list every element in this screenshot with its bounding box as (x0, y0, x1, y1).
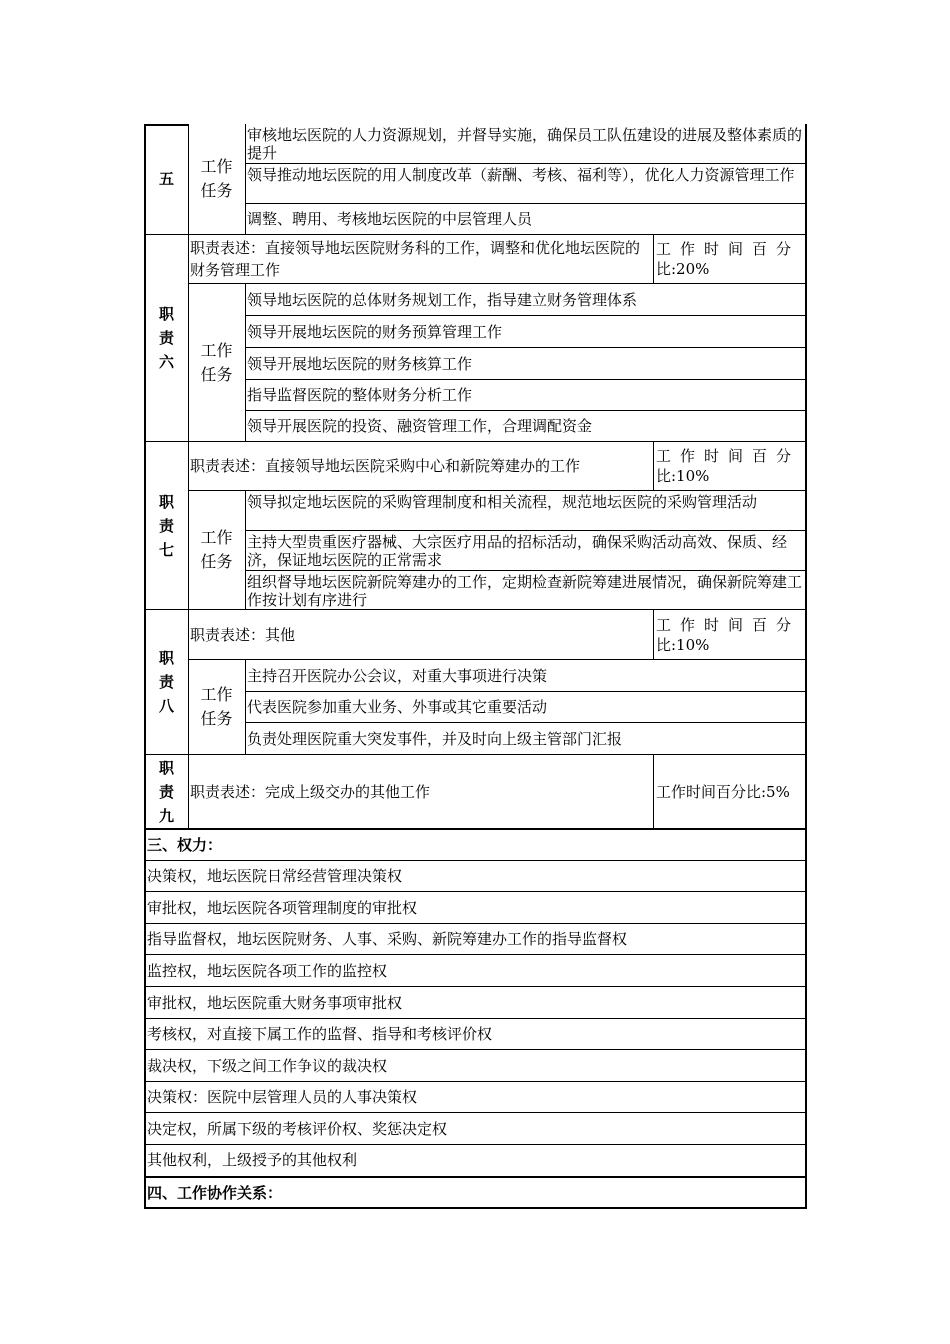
d9-bottom (144, 828, 807, 830)
border-left (144, 124, 146, 1209)
powers-head-bottom (144, 860, 807, 861)
power-item-9 (145, 1113, 806, 1144)
duty8-task-2-text: 代表医院参加重大业务、外事或其它重要活动 (247, 698, 548, 716)
duty5-label (145, 124, 188, 234)
duty7-task-label (188, 491, 245, 609)
d5-row-1 (245, 163, 806, 164)
task-divider-6 (245, 284, 246, 441)
power-row-3 (144, 954, 807, 955)
duty7-task-3 (245, 571, 806, 609)
duty6-task-5 (245, 411, 806, 441)
duty6-pct-line2: 比:20% (656, 260, 710, 278)
power-row-7 (144, 1081, 807, 1082)
duty8-label (145, 610, 188, 754)
duty5-task-3 (245, 204, 806, 234)
power-item-6 (145, 1019, 806, 1049)
d5-row-2 (245, 203, 806, 204)
duty8-task-label-text: 工作 任务 (200, 685, 233, 728)
duty7-task-2-text: 主持大型贵重医疗器械、大宗医疗用品的招标活动，确保采购活动高效、保质、经济，保证地坛医院的正常需求 (247, 533, 788, 569)
power-item-4 (145, 955, 806, 986)
duty9-statement (188, 755, 653, 828)
duty7-statement-text: 职责表述：直接领导地坛医院采购中心和新院筹建办的工作 (190, 457, 581, 475)
duty8-task-3 (245, 723, 806, 754)
top-border-5 (144, 124, 189, 126)
duty5-task-label (188, 124, 245, 234)
relations-heading-text: 四、工作协作关系： (147, 1184, 283, 1202)
power-item-5-text: 审批权，地坛医院重大财务事项审批权 (147, 993, 403, 1012)
duty7-task-1-text: 领导拟定地坛医院的采购管理制度和相关流程，规范地坛医院的采购管理活动 (247, 493, 758, 511)
duty5-task-1 (245, 124, 806, 163)
powers-bottom (144, 1176, 807, 1178)
pct-divider-8 (653, 610, 654, 659)
duty7-label (145, 442, 188, 609)
d6-row-2 (245, 347, 806, 348)
power-row-5 (144, 1018, 807, 1019)
duty6-statement (188, 235, 653, 283)
duty8-task-1-text: 主持召开医院办公会议，对重大事项进行决策 (247, 666, 548, 685)
duty6-pct-line1: 工作时间百分 (656, 240, 801, 258)
duty6-task-label (188, 284, 245, 441)
duty6-task-label-text: 工作 任务 (200, 340, 233, 384)
power-item-3 (145, 924, 806, 954)
pct-divider-6 (653, 235, 654, 283)
duty8-pct-line2: 比:10% (656, 635, 710, 654)
pct-divider-9 (653, 755, 654, 828)
d8-bottom (144, 754, 807, 755)
d8-row-1 (245, 691, 806, 692)
duty5-task-1-text: 审核地坛医院的人力资源规划，并督导实施，确保员工队伍建设的进展及整体素质的提升 (247, 126, 803, 162)
d6-row-1 (245, 315, 806, 316)
relations-heading (145, 1179, 806, 1207)
power-item-5 (145, 987, 806, 1018)
duty7-task-2 (245, 531, 806, 570)
d6-statement-bottom (188, 283, 806, 284)
d7-statement-bottom (188, 490, 806, 491)
power-row-8 (144, 1112, 807, 1113)
duty7-label-text: 职 责 七 (158, 492, 174, 559)
d7-row-1 (245, 530, 806, 531)
duty6-task-2 (245, 316, 806, 347)
duty9-time-percent (653, 755, 806, 828)
relations-bottom (144, 1207, 807, 1209)
d8-statement-bottom (188, 659, 806, 660)
power-item-8 (145, 1082, 806, 1112)
duty7-time-percent (653, 442, 806, 490)
d7-row-2 (245, 570, 806, 571)
power-row-2 (144, 923, 807, 924)
duty8-task-1 (245, 660, 806, 691)
duty9-pct-text: 工作时间百分比:5% (656, 782, 790, 801)
power-row-6 (144, 1049, 807, 1050)
duty6-label-text: 职 责 六 (158, 305, 174, 371)
duty8-statement-text: 职责表述：其他 (190, 625, 296, 644)
power-item-1-text: 决策权，地坛医院日常经营管理决策权 (147, 867, 403, 885)
power-item-10 (145, 1145, 806, 1175)
duty7-task-3-text: 组织督导地坛医院新院筹建办的工作，定期检查新院筹建进展情况，确保新院筹建工作按计划有序进行 (247, 573, 803, 609)
power-item-10-text: 其他权利，上级授予的其他权利 (147, 1151, 358, 1169)
duty5-task-2 (245, 164, 806, 203)
duty9-statement-text: 职责表述：完成上级交办的其他工作 (190, 782, 431, 801)
d6-bottom (144, 441, 807, 442)
duty8-task-2 (245, 692, 806, 722)
power-item-3-text: 指导监督权，地坛医院财务、人事、采购、新院筹建办工作的指导监督权 (147, 930, 628, 948)
duty6-task-4-text: 指导监督医院的整体财务分析工作 (247, 386, 473, 404)
duty8-time-percent (653, 610, 806, 659)
duty8-label-text: 职 责 八 (158, 649, 174, 715)
task-divider-7 (245, 491, 246, 609)
d5-bottom (144, 234, 807, 235)
duty8-statement (188, 610, 653, 659)
duty9-label-text: 职 责 九 (158, 758, 174, 825)
label-divider (188, 124, 189, 829)
duty7-statement (188, 442, 653, 490)
duty6-task-4 (245, 380, 806, 410)
power-item-7 (145, 1050, 806, 1081)
border-right (805, 124, 807, 1209)
power-item-9-text: 决定权，所属下级的考核评价权、奖惩决定权 (147, 1119, 448, 1138)
power-item-8-text: 决策权：医院中层管理人员的人事决策权 (147, 1088, 418, 1106)
power-row-9 (144, 1144, 807, 1145)
duty5-task-label-text: 工作 任务 (200, 157, 233, 200)
power-item-4-text: 监控权，地坛医院各项工作的监控权 (147, 961, 388, 980)
duty6-task-3 (245, 348, 806, 379)
duty5-label-text: 五 (158, 170, 174, 188)
duty5-task-2-text: 领导推动地坛医院的用人制度改革（薪酬、考核、福利等），优化人力资源管理工作 (247, 166, 795, 184)
duty9-label (145, 755, 188, 828)
powers-heading-text: 三、权力： (147, 835, 223, 854)
d6-row-3 (245, 379, 806, 380)
duty7-task-label-text: 工作 任务 (200, 528, 233, 571)
power-item-1 (145, 861, 806, 891)
duty6-task-1 (245, 284, 806, 315)
power-item-6-text: 考核权，对直接下属工作的监督、指导和考核评价权 (147, 1025, 493, 1043)
powers-heading (145, 830, 806, 859)
d8-row-2 (245, 722, 806, 723)
pct-divider-7 (653, 442, 654, 490)
power-item-2-text: 审批权，地坛医院各项管理制度的审批权 (147, 898, 418, 917)
duty6-task-2-text: 领导开展地坛医院的财务预算管理工作 (247, 322, 503, 341)
duty7-pct-line1: 工作时间百分 (656, 447, 801, 465)
duty6-time-percent (653, 235, 806, 283)
duty6-label (145, 235, 188, 441)
duty6-task-5-text: 领导开展医院的投资、融资管理工作，合理调配资金 (247, 417, 593, 435)
power-item-7-text: 裁决权，下级之间工作争议的裁决权 (147, 1056, 388, 1075)
duty7-task-1 (245, 491, 806, 530)
duty8-task-3-text: 负责处理医院重大突发事件，并及时向上级主管部门汇报 (247, 729, 623, 748)
duty6-task-3-text: 领导开展地坛医院的财务核算工作 (247, 354, 473, 373)
duty8-task-label (188, 660, 245, 754)
duty6-statement-text: 职责表述：直接领导地坛医院财务科的工作，调整和优化地坛医院的财务管理工作 (190, 239, 641, 279)
duty8-pct-line1: 工作时间百分 (656, 615, 801, 634)
task-divider-8 (245, 660, 246, 754)
power-item-2 (145, 892, 806, 923)
d7-bottom (144, 609, 807, 610)
d6-row-4 (245, 410, 806, 411)
duty5-task-3-text: 调整、聘用、考核地坛医院的中层管理人员 (247, 210, 533, 228)
task-divider-5 (245, 124, 246, 234)
duty6-task-1-text: 领导地坛医院的总体财务规划工作，指导建立财务管理体系 (247, 290, 638, 309)
power-row-4 (144, 986, 807, 987)
duty7-pct-line2: 比:10% (656, 467, 710, 485)
power-row-1 (144, 891, 807, 892)
